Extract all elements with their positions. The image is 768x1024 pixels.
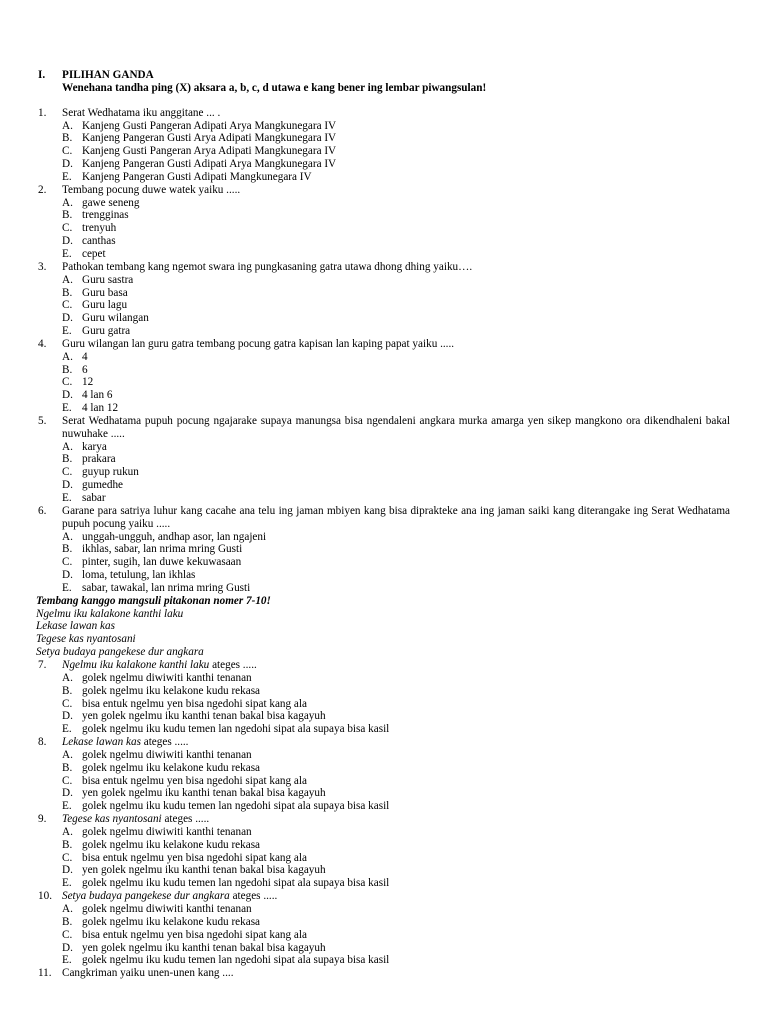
- answer-option[interactable]: [62, 852, 768, 865]
- question-item: [0, 813, 768, 826]
- question-item: [0, 890, 768, 903]
- option-text: Guru basa: [82, 286, 128, 299]
- option-text: bisa entuk ngelmu yen bisa ngedohi sipat kang ala: [82, 851, 307, 864]
- option-text: bisa entuk ngelmu yen bisa ngedohi sipat kang ala: [82, 928, 307, 941]
- option-text: sabar, tawakal, lan nrima mring Gusti: [82, 581, 251, 594]
- option-text: Guru wilangan: [82, 312, 149, 325]
- passage-lines: [0, 608, 768, 659]
- question-suffix: ateges .....: [209, 658, 257, 671]
- question-number: 3.: [38, 260, 47, 273]
- option-text: yen golek ngelmu iku kanthi tenan bakal bisa kagayuh: [82, 710, 326, 723]
- option-letter: B.: [62, 684, 73, 697]
- answer-option[interactable]: [62, 402, 768, 415]
- option-letter: C.: [62, 376, 73, 389]
- option-letter: B.: [62, 132, 73, 145]
- option-letter: C.: [62, 774, 73, 787]
- question-item: [0, 338, 768, 351]
- answer-option[interactable]: [62, 222, 768, 235]
- option-letter: A.: [62, 273, 73, 286]
- option-text: gumedhe: [82, 479, 124, 492]
- option-letter: C.: [62, 697, 73, 710]
- option-letter: E.: [62, 954, 72, 967]
- answer-option[interactable]: [62, 954, 768, 967]
- option-letter: C.: [62, 299, 73, 312]
- option-letter: B.: [62, 363, 73, 376]
- option-text: golek ngelmu iku kelakone kudu rekasa: [82, 761, 261, 774]
- option-text: karya: [82, 440, 107, 453]
- question-quote: Ngelmu iku kalakone kanthi laku: [62, 658, 210, 671]
- question-text: Guru wilangan lan guru gatra tembang pocung gatra kapisan lan kaping papat yaiku .....: [62, 337, 455, 350]
- answer-option[interactable]: [62, 145, 768, 158]
- question-number: 6.: [38, 504, 47, 517]
- answer-option[interactable]: [62, 197, 768, 210]
- option-text: loma, tetulung, lan ikhlas: [82, 569, 196, 582]
- option-letter: E.: [62, 800, 72, 813]
- option-text: sabar: [82, 492, 106, 504]
- option-letter: E.: [62, 247, 72, 260]
- answer-option[interactable]: [62, 903, 768, 916]
- answer-option[interactable]: [62, 672, 768, 685]
- answer-option[interactable]: [62, 479, 768, 492]
- questions-part-a: [0, 107, 768, 595]
- option-list: [0, 274, 768, 338]
- option-text: golek ngelmu diwiwiti kanthi tenanan: [82, 748, 252, 761]
- option-list: [0, 749, 768, 813]
- option-letter: D.: [62, 235, 73, 248]
- question-text: Pathokan tembang kang ngemot swara ing pungkasaning gatra utawa dhong dhing yaiku….: [62, 260, 473, 273]
- answer-option[interactable]: [62, 492, 768, 505]
- option-letter: A.: [62, 530, 73, 543]
- option-letter: E.: [62, 581, 72, 594]
- answer-option[interactable]: [62, 235, 768, 248]
- option-letter: A.: [62, 903, 73, 915]
- option-text: unggah-ungguh, andhap asor, lan ngajeni: [82, 530, 267, 543]
- question-quote: Lekase lawan kas: [62, 736, 141, 749]
- answer-option[interactable]: [62, 864, 768, 877]
- option-text: cepet: [82, 247, 106, 260]
- option-text: Guru lagu: [82, 299, 128, 312]
- option-text: golek ngelmu diwiwiti kanthi tenanan: [82, 825, 252, 838]
- answer-option[interactable]: [62, 325, 768, 338]
- option-letter: E.: [62, 170, 72, 183]
- option-text: trenyuh: [82, 222, 117, 235]
- option-letter: D.: [62, 158, 73, 171]
- question-number: 4.: [38, 337, 47, 350]
- option-text: golek ngelmu iku kelakone kudu rekasa: [82, 684, 261, 697]
- question-quote: Tegese kas nyantosani: [62, 813, 162, 826]
- answer-option[interactable]: [62, 531, 768, 544]
- answer-option[interactable]: [62, 775, 768, 788]
- answer-option[interactable]: [62, 762, 768, 775]
- option-text: bisa entuk ngelmu yen bisa ngedohi sipat kang ala: [82, 774, 307, 787]
- question-item: [0, 415, 768, 441]
- question-number: 11.: [38, 967, 52, 980]
- answer-option[interactable]: [62, 543, 768, 556]
- question-item: [0, 261, 768, 274]
- option-text: golek ngelmu iku kelakone kudu rekasa: [82, 915, 261, 928]
- option-text: guyup rukun: [82, 466, 139, 479]
- option-text: Kanjeng Pangeran Gusti Adipati Arya Mangkunegara IV: [82, 158, 337, 171]
- option-letter: D.: [62, 710, 73, 723]
- option-letter: A.: [62, 671, 73, 684]
- section-heading: [0, 69, 768, 82]
- option-letter: B.: [62, 209, 73, 222]
- spacer: [0, 95, 768, 107]
- option-letter: B.: [62, 543, 73, 556]
- answer-option[interactable]: [62, 723, 768, 736]
- option-text: 12: [82, 376, 94, 389]
- answer-option[interactable]: [62, 120, 768, 133]
- answer-option[interactable]: [62, 441, 768, 454]
- question-number: 8.: [38, 736, 47, 749]
- option-letter: E.: [62, 325, 72, 338]
- option-letter: D.: [62, 479, 73, 492]
- option-text: bisa entuk ngelmu yen bisa ngedohi sipat kang ala: [82, 697, 307, 710]
- answer-option[interactable]: [62, 698, 768, 711]
- option-text: golek ngelmu iku kudu temen lan ngedohi sipat ala supaya bisa kasil: [82, 877, 390, 890]
- option-text: golek ngelmu iku kudu temen lan ngedohi sipat ala supaya bisa kasil: [82, 954, 390, 967]
- answer-option[interactable]: [62, 466, 768, 479]
- option-letter: A.: [62, 825, 73, 838]
- option-list: [0, 826, 768, 890]
- answer-option[interactable]: [62, 312, 768, 325]
- option-text: prakara: [82, 453, 116, 466]
- question-number: 10.: [38, 890, 52, 903]
- question-number: 5.: [38, 414, 47, 427]
- option-letter: C.: [62, 222, 73, 235]
- option-list: [0, 672, 768, 736]
- question-number: 1.: [38, 106, 47, 119]
- option-letter: C.: [62, 556, 73, 569]
- option-letter: D.: [62, 389, 73, 402]
- option-text: yen golek ngelmu iku kanthi tenan bakal bisa kagayuh: [82, 941, 326, 954]
- answer-option[interactable]: [62, 800, 768, 813]
- option-text: golek ngelmu iku kelakone kudu rekasa: [82, 838, 261, 851]
- question-text: [62, 813, 730, 826]
- option-text: Kanjeng Gusti Pangeran Adipati Arya Mangkunegara IV: [82, 119, 337, 132]
- answer-option[interactable]: [62, 209, 768, 222]
- option-letter: B.: [62, 915, 73, 928]
- option-text: 4: [82, 350, 88, 363]
- option-list: [0, 441, 768, 505]
- section-title: PILIHAN GANDA: [62, 69, 154, 81]
- question-number: 7.: [38, 658, 47, 671]
- question-text: Garane para satriya luhur kang cacahe ana telu ing jaman mbiyen kang bisa diprakteke ana ing jaman saiki kang diterangake ing Serat Wedhatama pupuh pocung yaiku .....: [62, 504, 730, 530]
- option-letter: C.: [62, 145, 73, 158]
- option-text: Kanjeng Gusti Pangeran Arya Adipati Mangkunegara IV: [82, 145, 337, 158]
- option-letter: D.: [62, 569, 73, 582]
- question-text: Serat Wedhatama iku anggitane ... .: [62, 106, 221, 119]
- answer-option[interactable]: [62, 299, 768, 312]
- answer-option[interactable]: [62, 132, 768, 145]
- option-letter: A.: [62, 440, 73, 453]
- option-letter: D.: [62, 941, 73, 954]
- option-text: golek ngelmu iku kudu temen lan ngedohi sipat ala supaya bisa kasil: [82, 723, 390, 736]
- section-number: I.: [38, 69, 46, 81]
- answer-option[interactable]: [62, 839, 768, 852]
- question-item: [0, 107, 768, 120]
- answer-option[interactable]: [62, 787, 768, 800]
- answer-option[interactable]: [62, 710, 768, 723]
- option-list: [0, 903, 768, 967]
- answer-option[interactable]: [62, 171, 768, 184]
- option-text: 6: [82, 363, 88, 376]
- answer-option[interactable]: [62, 453, 768, 466]
- option-text: pinter, sugih, lan duwe kekuwasaan: [82, 556, 242, 569]
- answer-option[interactable]: [62, 929, 768, 942]
- answer-option[interactable]: [62, 248, 768, 261]
- answer-option[interactable]: [62, 287, 768, 300]
- question-text: Serat Wedhatama pupuh pocung ngajarake supaya manungsa bisa ngendaleni angkara murka amarga yen sikep mangkono ora dikendhaleni bakal nuwuhake .....: [62, 414, 730, 440]
- option-list: [0, 120, 768, 184]
- option-list: [0, 531, 768, 595]
- option-text: 4 lan 6: [82, 389, 113, 402]
- option-letter: B.: [62, 761, 73, 774]
- option-letter: A.: [62, 748, 73, 761]
- option-letter: C.: [62, 851, 73, 864]
- question-quote: Setya budaya pangekese dur angkara: [62, 890, 230, 903]
- option-letter: A.: [62, 196, 73, 209]
- option-letter: E.: [62, 723, 72, 736]
- passage-line: Ngelmu iku kalakone kanthi laku: [36, 607, 184, 620]
- option-letter: B.: [62, 453, 73, 466]
- option-text: gawe seneng: [82, 196, 140, 209]
- option-letter: E.: [62, 877, 72, 890]
- option-text: golek ngelmu diwiwiti kanthi tenanan: [82, 903, 252, 915]
- option-letter: A.: [62, 350, 73, 363]
- answer-option[interactable]: [62, 556, 768, 569]
- answer-option[interactable]: [62, 376, 768, 389]
- option-letter: D.: [62, 312, 73, 325]
- answer-option[interactable]: [62, 582, 768, 595]
- passage-line: Setya budaya pangekese dur angkara: [36, 646, 204, 659]
- option-text: canthas: [82, 235, 116, 248]
- question-number: 2.: [38, 183, 47, 196]
- question-item: [0, 505, 768, 531]
- option-letter: D.: [62, 864, 73, 877]
- passage-line: Lekase lawan kas: [36, 620, 115, 633]
- answer-option[interactable]: [62, 389, 768, 402]
- option-text: 4 lan 12: [82, 402, 119, 415]
- option-letter: D.: [62, 787, 73, 800]
- question-number: 9.: [38, 813, 47, 826]
- option-list: [0, 197, 768, 261]
- question-text: Cangkriman yaiku unen-unen kang ....: [62, 967, 234, 980]
- option-list: [0, 351, 768, 415]
- question-text: [62, 659, 730, 672]
- passage-title: Tembang kanggo mangsuli pitakonan nomer 7-10!: [36, 594, 271, 607]
- answer-option[interactable]: [62, 158, 768, 171]
- questions-part-b: [0, 659, 768, 967]
- answer-option[interactable]: [62, 916, 768, 929]
- question-item: [0, 659, 768, 672]
- question-item: [0, 184, 768, 197]
- option-letter: E.: [62, 402, 72, 415]
- option-letter: B.: [62, 838, 73, 851]
- question-suffix: ateges .....: [161, 813, 210, 826]
- answer-option[interactable]: [62, 274, 768, 287]
- option-text: yen golek ngelmu iku kanthi tenan bakal bisa kagayuh: [82, 864, 326, 877]
- option-letter: B.: [62, 286, 73, 299]
- answer-option[interactable]: [62, 569, 768, 582]
- option-letter: E.: [62, 492, 72, 504]
- option-text: golek ngelmu diwiwiti kanthi tenanan: [82, 671, 252, 684]
- passage-line: Tegese kas nyantosani: [36, 633, 136, 646]
- question-item: [0, 967, 768, 980]
- question-suffix: ateges .....: [229, 890, 278, 903]
- option-letter: C.: [62, 466, 73, 479]
- section-instruction: Wenehana tandha ping (X) aksara a, b, c, d utawa e kang bener ing lembar piwangsulan!: [62, 81, 487, 94]
- option-text: trengginas: [82, 209, 129, 222]
- option-text: Kanjeng Pangeran Gusti Arya Adipati Mangkunegara IV: [82, 132, 337, 145]
- question-text: [62, 736, 730, 749]
- option-text: golek ngelmu iku kudu temen lan ngedohi sipat ala supaya bisa kasil: [82, 800, 390, 813]
- option-text: Guru gatra: [82, 325, 131, 338]
- answer-option[interactable]: [62, 942, 768, 955]
- option-text: Guru sastra: [82, 273, 134, 286]
- option-letter: A.: [62, 119, 73, 132]
- answer-option[interactable]: [62, 877, 768, 890]
- option-text: Kanjeng Pangeran Gusti Adipati Mangkunegara IV: [82, 170, 312, 183]
- answer-option[interactable]: [62, 749, 768, 762]
- answer-option[interactable]: [62, 826, 768, 839]
- answer-option[interactable]: [62, 685, 768, 698]
- answer-option[interactable]: [62, 351, 768, 364]
- answer-option[interactable]: [62, 364, 768, 377]
- question-text: [62, 890, 730, 903]
- option-text: ikhlas, sabar, lan nrima mring Gusti: [82, 543, 243, 556]
- question-item: [0, 736, 768, 749]
- question-text: Tembang pocung duwe watek yaiku .....: [62, 183, 241, 196]
- question-suffix: ateges .....: [140, 736, 189, 749]
- option-text: yen golek ngelmu iku kanthi tenan bakal bisa kagayuh: [82, 787, 326, 800]
- option-letter: C.: [62, 928, 73, 941]
